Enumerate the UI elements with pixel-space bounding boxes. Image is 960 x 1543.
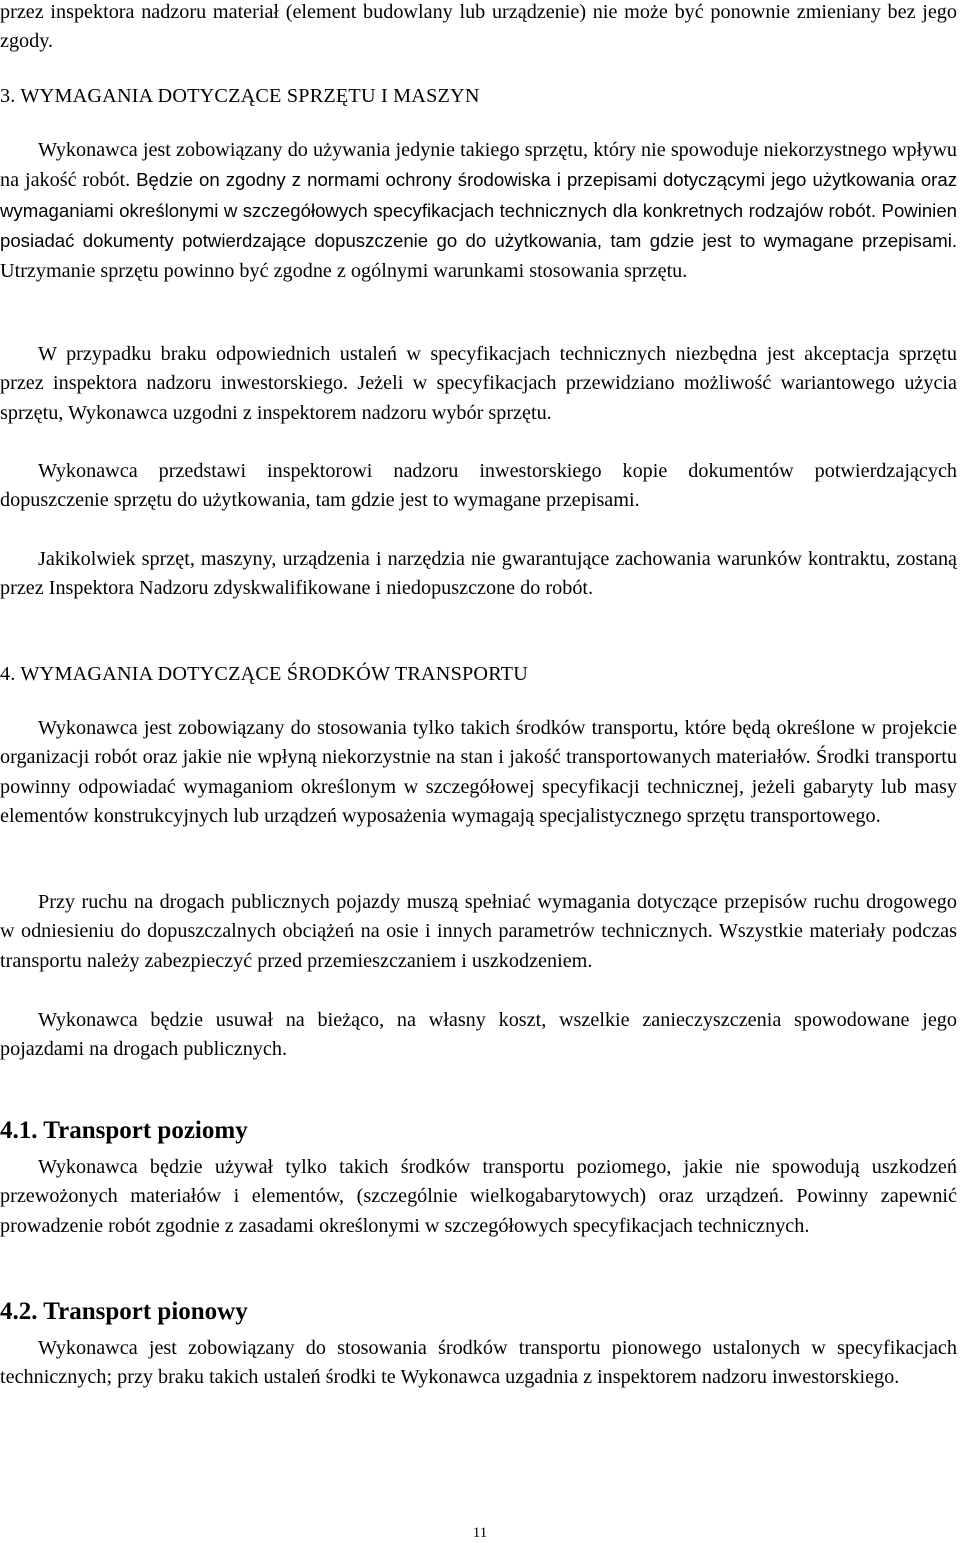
paragraph-1-serif-text: Wykonawca jest zobowiązany do używania jedynie takiego sprzętu, który nie spowoduje niekorzystnego wpływu na jakość robót. — [0, 139, 957, 192]
section-3-paragraph-1 — [0, 136, 957, 286]
section-4-2-paragraph: Wykonawca jest zobowiązany do stosowania środków transportu pionowego ustalonych w specyfikacjach technicznych; przy braku takich ustaleń środki te Wykonawca uzgadnia z inspektorem nadzoru inwestorskiego. — [0, 1337, 957, 1389]
section-3-paragraph-4: Jakikolwiek sprzęt, maszyny, urządzenia i narzędzia nie gwarantujące zachowania warunków kontraktu, zostaną przez Inspektora Nadzoru zdyskwalifikowane i niedopuszczone do robót. — [0, 548, 957, 600]
section-3-paragraph-2: W przypadku braku odpowiednich ustaleń w specyfikacjach technicznych niezbędna jest akceptacja sprzętu przez inspektora nadzoru inwestorskiego. Jeżeli w specyfikacjach przewidziano możliwość wariantowego użycia sprzętu, Wykonawca uzgodni z inspektorem nadzoru wybór sprzętu. — [0, 343, 957, 424]
section-4-1-paragraph: Wykonawca będzie używał tylko takich środków transportu poziomego, jakie nie spowodują uszkodzeń przewożonych materiałów i elementów, (szczególnie wielkogabarytowych) oraz urządzeń. Powinny zapewnić prowadzenie robót zgodnie z zasadami określonymi w szczegółowych specyfikacjach technicznych. — [0, 1156, 957, 1237]
section-3-paragraph-3: Wykonawca przedstawi inspektorowi nadzoru inwestorskiego kopie dokumentów potwierdzających dopuszczenie sprzętu do użytkowania, tam gdzie jest to wymagane przepisami. — [0, 460, 957, 512]
page-number: 11 — [472, 1525, 488, 1541]
section-3-heading: 3. WYMAGANIA DOTYCZĄCE SPRZĘTU I MASZYN — [0, 85, 480, 107]
paragraph-1-end-text: Utrzymanie sprzętu powinno być zgodne z ogólnymi warunkami stosowania sprzętu. — [0, 259, 688, 282]
intro-paragraph: przez inspektora nadzoru materiał (element budowlany lub urządzenie) nie może być ponownie zmieniany bez jego zgody. — [0, 1, 957, 53]
section-4-paragraph-2: Przy ruchu na drogach publicznych pojazdy muszą spełniać wymagania dotyczące przepisów ruchu drogowego w odniesieniu do dopuszczalnych obciążeń na osie i innych parametrów technicznych. Wszystkie materiały podczas transportu należy zabezpieczyć przed przemieszczaniem i uszkodzeniem. — [0, 891, 957, 972]
section-4-paragraph-1: Wykonawca jest zobowiązany do stosowania tylko takich środków transportu, które będą określone w projekcie organizacji robót oraz jakie nie wpłyną niekorzystnie na stan i jakość transportowanych materiałów. Środki transportu powinny odpowiadać wymaganiom określonym w szczegółowej specyfikacji technicznej, jeżeli gabaryty lub masy elementów konstrukcyjnych lub urządzeń wyposażenia wymagają specjalistycznego sprzętu transportowego. — [0, 717, 957, 828]
paragraph-1-sans-text: Będzie on zgodny z normami ochrony środowiska i przepisami dotyczącymi jego użytkowania oraz wymaganiami określonymi w szczegółowych specyfikacjach technicznych dla konkretnych rodzajów robót. Powinien posiadać dokumenty potwierdzające dopuszczenie go do użytkowania, tam gdzie jest to wymagane przepisami. — [0, 169, 957, 252]
section-4-heading: 4. WYMAGANIA DOTYCZĄCE ŚRODKÓW TRANSPORTU — [0, 663, 528, 685]
section-4-paragraph-3: Wykonawca będzie usuwał na bieżąco, na własny koszt, wszelkie zanieczyszczenia spowodowane jego pojazdami na drogach publicznych. — [0, 1009, 957, 1061]
section-4-1-heading: 4.1. Transport poziomy — [0, 1117, 248, 1144]
section-4-2-heading: 4.2. Transport pionowy — [0, 1298, 248, 1325]
